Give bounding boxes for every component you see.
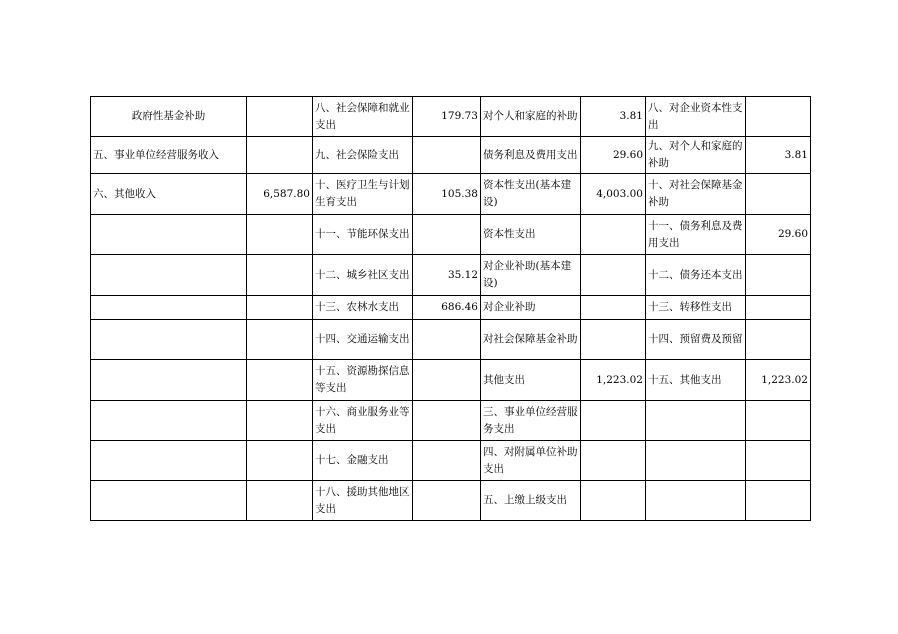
- gov-economic-item-cell: 九、对个人和家庭的补助: [646, 137, 746, 174]
- income-amount-cell: [247, 296, 313, 320]
- income-amount-cell: [247, 360, 313, 401]
- function-amount-cell: [413, 215, 481, 255]
- function-amount-cell: 179.73: [413, 97, 481, 137]
- gov-economic-amount-cell: 29.60: [746, 215, 811, 255]
- economic-amount-cell: 29.60: [581, 137, 646, 174]
- table-row: [91, 97, 811, 137]
- budget-table: [90, 96, 811, 521]
- gov-economic-item-cell: 十五、其他支出: [646, 360, 746, 401]
- economic-item-cell: 债务利息及费用支出: [481, 137, 581, 174]
- function-item-cell: 十七、金融支出: [313, 441, 413, 481]
- function-amount-cell: [413, 481, 481, 521]
- income-item-cell: [91, 320, 247, 360]
- function-amount-cell: [413, 137, 481, 174]
- gov-economic-item-cell: 八、对企业资本性支出: [646, 97, 746, 137]
- table-row: [91, 296, 811, 320]
- income-item-cell: [91, 360, 247, 401]
- table-row: [91, 255, 811, 296]
- function-item-cell: 十二、城乡社区支出: [313, 255, 413, 296]
- function-item-cell: 十八、援助其他地区支出: [313, 481, 413, 521]
- income-amount-cell: [247, 97, 313, 137]
- function-amount-cell: 35.12: [413, 255, 481, 296]
- gov-economic-amount-cell: [746, 174, 811, 215]
- gov-economic-item-cell: [646, 481, 746, 521]
- function-amount-cell: [413, 401, 481, 441]
- function-item-cell: 十五、资源勘探信息等支出: [313, 360, 413, 401]
- gov-economic-amount-cell: [746, 296, 811, 320]
- economic-amount-cell: [581, 255, 646, 296]
- gov-economic-item-cell: [646, 441, 746, 481]
- economic-amount-cell: [581, 320, 646, 360]
- income-amount-cell: [247, 320, 313, 360]
- gov-economic-amount-cell: 3.81: [746, 137, 811, 174]
- income-amount-cell: [247, 255, 313, 296]
- function-amount-cell: 105.38: [413, 174, 481, 215]
- income-amount-cell: [247, 481, 313, 521]
- gov-economic-item-cell: 十一、债务利息及费用支出: [646, 215, 746, 255]
- function-item-cell: 八、社会保障和就业支出: [313, 97, 413, 137]
- income-item-cell: 五、事业单位经营服务收入: [91, 137, 247, 174]
- table-row: [91, 441, 811, 481]
- table-row: [91, 174, 811, 215]
- gov-economic-amount-cell: [746, 481, 811, 521]
- economic-amount-cell: [581, 215, 646, 255]
- gov-economic-item-cell: 十三、转移性支出: [646, 296, 746, 320]
- income-amount-cell: [247, 401, 313, 441]
- economic-item-cell: 资本性支出(基本建设): [481, 174, 581, 215]
- income-amount-cell: 6,587.80: [247, 174, 313, 215]
- table-row: [91, 215, 811, 255]
- income-item-cell: [91, 296, 247, 320]
- economic-item-cell: 三、事业单位经营服务支出: [481, 401, 581, 441]
- economic-amount-cell: [581, 401, 646, 441]
- table-row: [91, 401, 811, 441]
- gov-economic-item-cell: 十四、预留费及预留: [646, 320, 746, 360]
- function-amount-cell: [413, 320, 481, 360]
- income-item-cell: [91, 255, 247, 296]
- gov-economic-amount-cell: 1,223.02: [746, 360, 811, 401]
- gov-economic-item-cell: 十、对社会保障基金补助: [646, 174, 746, 215]
- economic-amount-cell: 4,003.00: [581, 174, 646, 215]
- gov-economic-amount-cell: [746, 255, 811, 296]
- gov-economic-item-cell: [646, 401, 746, 441]
- table-row: [91, 137, 811, 174]
- gov-economic-item-cell: 十二、债务还本支出: [646, 255, 746, 296]
- economic-item-cell: 资本性支出: [481, 215, 581, 255]
- gov-economic-amount-cell: [746, 97, 811, 137]
- economic-item-cell: 对企业补助: [481, 296, 581, 320]
- economic-item-cell: 对社会保障基金补助: [481, 320, 581, 360]
- income-item-cell: 政府性基金补助: [91, 97, 247, 137]
- economic-amount-cell: [581, 441, 646, 481]
- economic-item-cell: 五、上缴上级支出: [481, 481, 581, 521]
- function-item-cell: 十、医疗卫生与计划生育支出: [313, 174, 413, 215]
- function-item-cell: 十三、农林水支出: [313, 296, 413, 320]
- economic-amount-cell: 3.81: [581, 97, 646, 137]
- function-item-cell: 十四、交通运输支出: [313, 320, 413, 360]
- function-amount-cell: 686.46: [413, 296, 481, 320]
- economic-item-cell: 对企业补助(基本建设): [481, 255, 581, 296]
- table-row: [91, 481, 811, 521]
- income-amount-cell: [247, 215, 313, 255]
- income-item-cell: [91, 401, 247, 441]
- economic-amount-cell: [581, 296, 646, 320]
- gov-economic-amount-cell: [746, 401, 811, 441]
- function-item-cell: 十六、商业服务业等支出: [313, 401, 413, 441]
- gov-economic-amount-cell: [746, 320, 811, 360]
- function-item-cell: 九、社会保险支出: [313, 137, 413, 174]
- economic-amount-cell: [581, 481, 646, 521]
- income-item-cell: [91, 481, 247, 521]
- table-row: [91, 320, 811, 360]
- economic-item-cell: 四、对附属单位补助支出: [481, 441, 581, 481]
- table-row: [91, 360, 811, 401]
- function-item-cell: 十一、节能环保支出: [313, 215, 413, 255]
- income-item-cell: 六、其他收入: [91, 174, 247, 215]
- function-amount-cell: [413, 441, 481, 481]
- income-item-cell: [91, 215, 247, 255]
- income-item-cell: [91, 441, 247, 481]
- function-amount-cell: [413, 360, 481, 401]
- economic-item-cell: 对个人和家庭的补助: [481, 97, 581, 137]
- gov-economic-amount-cell: [746, 441, 811, 481]
- economic-amount-cell: 1,223.02: [581, 360, 646, 401]
- income-amount-cell: [247, 137, 313, 174]
- economic-item-cell: 其他支出: [481, 360, 581, 401]
- income-amount-cell: [247, 441, 313, 481]
